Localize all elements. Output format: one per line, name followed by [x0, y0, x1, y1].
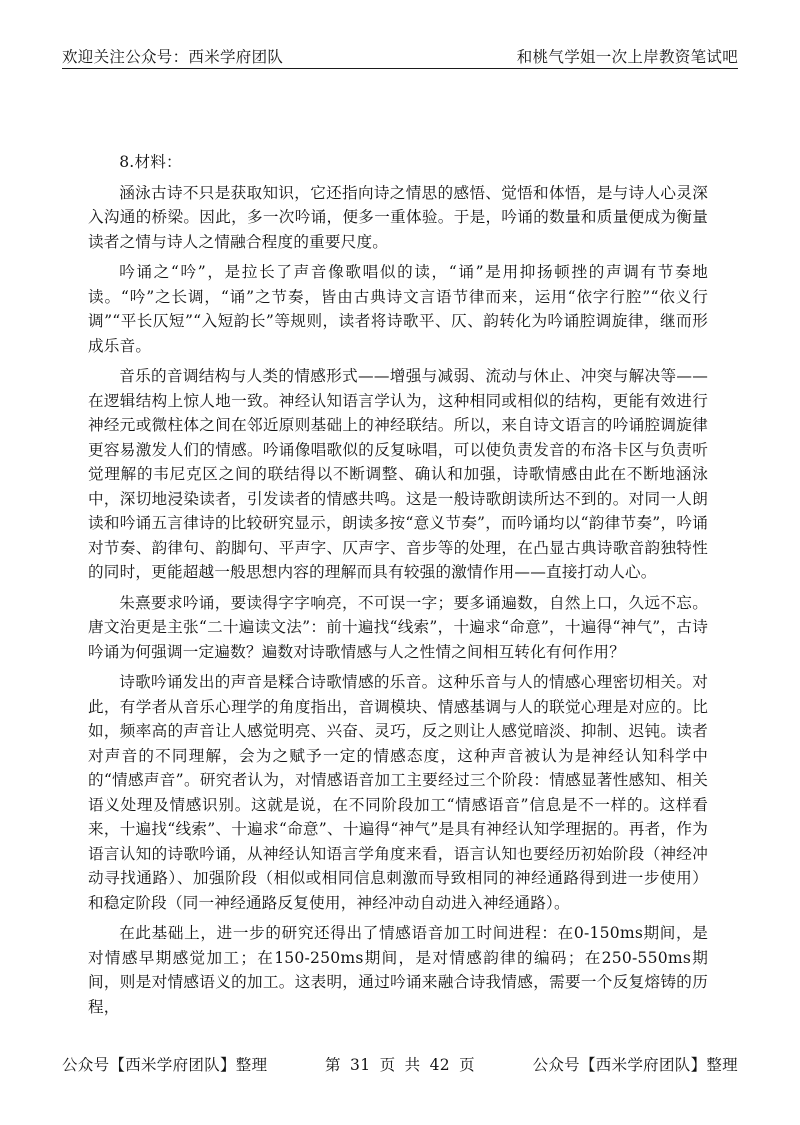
header-right-text: 和桃气学姐一次上岸教资笔试吧 — [516, 48, 738, 66]
header-left-text: 欢迎关注公众号：西米学府团队 — [62, 48, 284, 66]
header-divider — [62, 68, 738, 69]
paragraph-6: 在此基础上，进一步的研究还得出了情感语音加工时间进程：在0-150ms期间，是对情感早期感觉加工；在150-250ms期间，是对情感韵律的编码；在250-550ms期间，则是对情感语义的加工。这表明，通过吟诵来融合诗我情感，需要一个反复熔铸的历程， — [88, 924, 708, 1016]
question-number: 8.材料： — [119, 153, 182, 171]
document-body — [88, 150, 708, 1019]
paragraph-3: 音乐的音调结构与人类的情感形式——增强与减弱、流动与休止、冲突与解决等——在逻辑结构上惊人地一致。神经认知语言学认为，这种相同或相似的结构，更能有效进行神经元或微柱体之间在邻近原则基础上的神经联结。所以，来自诗文语言的吟诵腔调旋律更容易激发人们的情感。吟诵像唱歌似的反复咏唱，可以使负责发音的布洛卡区与负责听觉理解的韦尼克区之间的联结得以不断调整、确认和加强，诗歌情感由此在不断地涵泳中，深切地浸染读者，引发读者的情感共鸣。这是一般诗歌朗读所达不到的。对同一人朗读和吟诵五言律诗的比较研究显示，朗读多按“意义节奏”，而吟诵均以“韵律节奏”，吟诵对节奏、韵律句、韵脚句、平声字、仄声字、音步等的处理，在凸显古典诗歌音韵独特性的同时，更能超越一般思想内容的理解而具有较强的激情作用——直接打动人心。 — [88, 367, 708, 581]
footer-left-text: 公众号【西米学府团队】整理 — [62, 1056, 268, 1074]
footer-right-text: 公众号【西米学府团队】整理 — [532, 1056, 738, 1074]
paragraph-2: 吟诵之“吟”，是拉长了声音像歌唱似的读，“诵”是用抑扬顿挫的声调有节奏地读。“吟”之长调，“诵”之节奏，皆由古典诗文言语节律而来，运用“依字行腔”“依义行调”“平长仄短”“入短韵长”等规则，读者将诗歌平、仄、韵转化为吟诵腔调旋律，继而形成乐音。 — [88, 263, 708, 355]
page-header — [62, 44, 738, 68]
paragraph-5: 诗歌吟诵发出的声音是糅合诗歌情感的乐音。这种乐音与人的情感心理密切相关。对此，有学者从音乐心理学的角度指出，音调模块、情感基调与人的联觉心理是对应的。比如，频率高的声音让人感觉明亮、兴奋、灵巧，反之则让人感觉暗淡、抑制、迟钝。读者对声音的不同理解，会为之赋予一定的情感态度，这种声音被认为是神经认知科学中的“情感声音”。研究者认为，对情感语音加工主要经过三个阶段：情感显著性感知、相关语义处理及情感识别。这就是说，在不同阶段加工“情感语音”信息是不一样的。这样看来，十遍找“线索”、十遍求“命意”、十遍得“神气”是具有神经认知学理据的。再者，作为语言认知的诗歌吟诵，从神经认知语言学角度来看，语言认知也要经历初始阶段（神经冲动寻找通路）、加强阶段（相似或相同信息刺激而导致相同的神经通路得到进一步使用）和稳定阶段（同一神经通路反复使用，神经冲动自动进入神经通路）。 — [88, 673, 708, 912]
paragraph-1: 涵泳古诗不只是获取知识，它还指向诗之情思的感悟、觉悟和体悟，是与诗人心灵深入沟通的桥梁。因此，多一次吟诵，便多一重体验。于是，吟诵的数量和质量便成为衡量读者之情与诗人之情融合程度的重要尺度。 — [88, 183, 708, 251]
paragraph-4: 朱熹要求吟诵，要读得字字响亮，不可误一字；要多诵遍数，自然上口，久远不忘。唐文治更是主张“二十遍读文法”：前十遍找“线索”，十遍求“命意”，十遍得“神气”，古诗吟诵为何强调一定遍数？遍数对诗歌情感与人之性情之间相互转化有何作用？ — [88, 593, 708, 661]
page-footer — [62, 1052, 738, 1076]
page-number: 第 31 页 共 42 页 — [325, 1056, 475, 1074]
